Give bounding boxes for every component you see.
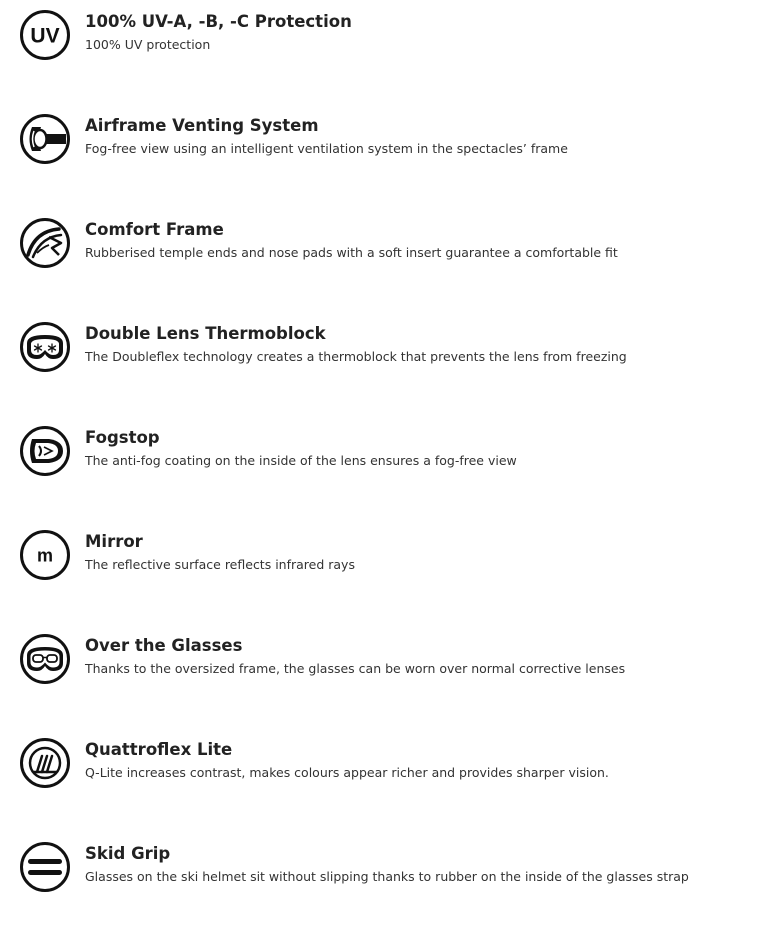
feature-title: Comfort Frame — [85, 220, 224, 239]
skid-grip-icon — [19, 841, 71, 893]
feature-description: The anti-fog coating on the inside of the lens ensures a fog-free view — [85, 453, 517, 468]
feature-description: Glasses on the ski helmet sit without slipping thanks to rubber on the inside of the glasses strap — [85, 869, 689, 884]
feature-item-quattroflex-lite — [0, 733, 762, 837]
feature-item-fogstop — [0, 421, 762, 525]
quattroflex-lite-icon — [19, 737, 71, 789]
uv-icon — [19, 9, 71, 61]
fogstop-icon — [19, 425, 71, 477]
feature-title: Double Lens Thermoblock — [85, 324, 326, 343]
feature-description: 100% UV protection — [85, 37, 211, 52]
feature-description: The reflective surface reflects infrared rays — [85, 557, 355, 572]
feature-item-comfort-frame — [0, 213, 762, 317]
feature-title: Skid Grip — [85, 844, 171, 863]
feature-item-over-the-glasses — [0, 629, 762, 733]
feature-title: Quattroflex Lite — [85, 740, 233, 759]
feature-description: Q-Lite increases contrast, makes colours appear richer and provides sharper vision. — [85, 765, 609, 780]
svg-text:UV: UV — [30, 24, 60, 48]
feature-description: Thanks to the oversized frame, the glasses can be worn over normal corrective lenses — [85, 661, 626, 676]
feature-item-skid-grip — [0, 837, 762, 941]
mirror-icon — [19, 529, 71, 581]
double-lens-thermoblock-icon — [19, 321, 71, 373]
feature-item-mirror — [0, 525, 762, 629]
comfort-frame-icon — [19, 217, 71, 269]
feature-title: Over the Glasses — [85, 636, 243, 655]
feature-title: Airframe Venting System — [85, 116, 319, 135]
feature-item-airframe-venting — [0, 109, 762, 213]
feature-title: Fogstop — [85, 428, 160, 447]
feature-description: Fog-free view using an intelligent ventilation system in the spectacles’ frame — [85, 141, 568, 156]
feature-item-double-lens-thermoblock — [0, 317, 762, 421]
feature-title: Mirror — [85, 532, 143, 551]
feature-description: Rubberised temple ends and nose pads with a soft insert guarantee a comfortable fit — [85, 245, 618, 260]
svg-text:m: m — [36, 545, 54, 566]
feature-description: The Doubleflex technology creates a thermoblock that prevents the lens from freezing — [85, 349, 627, 364]
feature-title: 100% UV-A, -B, -C Protection — [85, 12, 352, 31]
feature-item-uv-protection — [0, 5, 762, 109]
over-the-glasses-icon — [19, 633, 71, 685]
airframe-venting-icon — [19, 113, 71, 165]
